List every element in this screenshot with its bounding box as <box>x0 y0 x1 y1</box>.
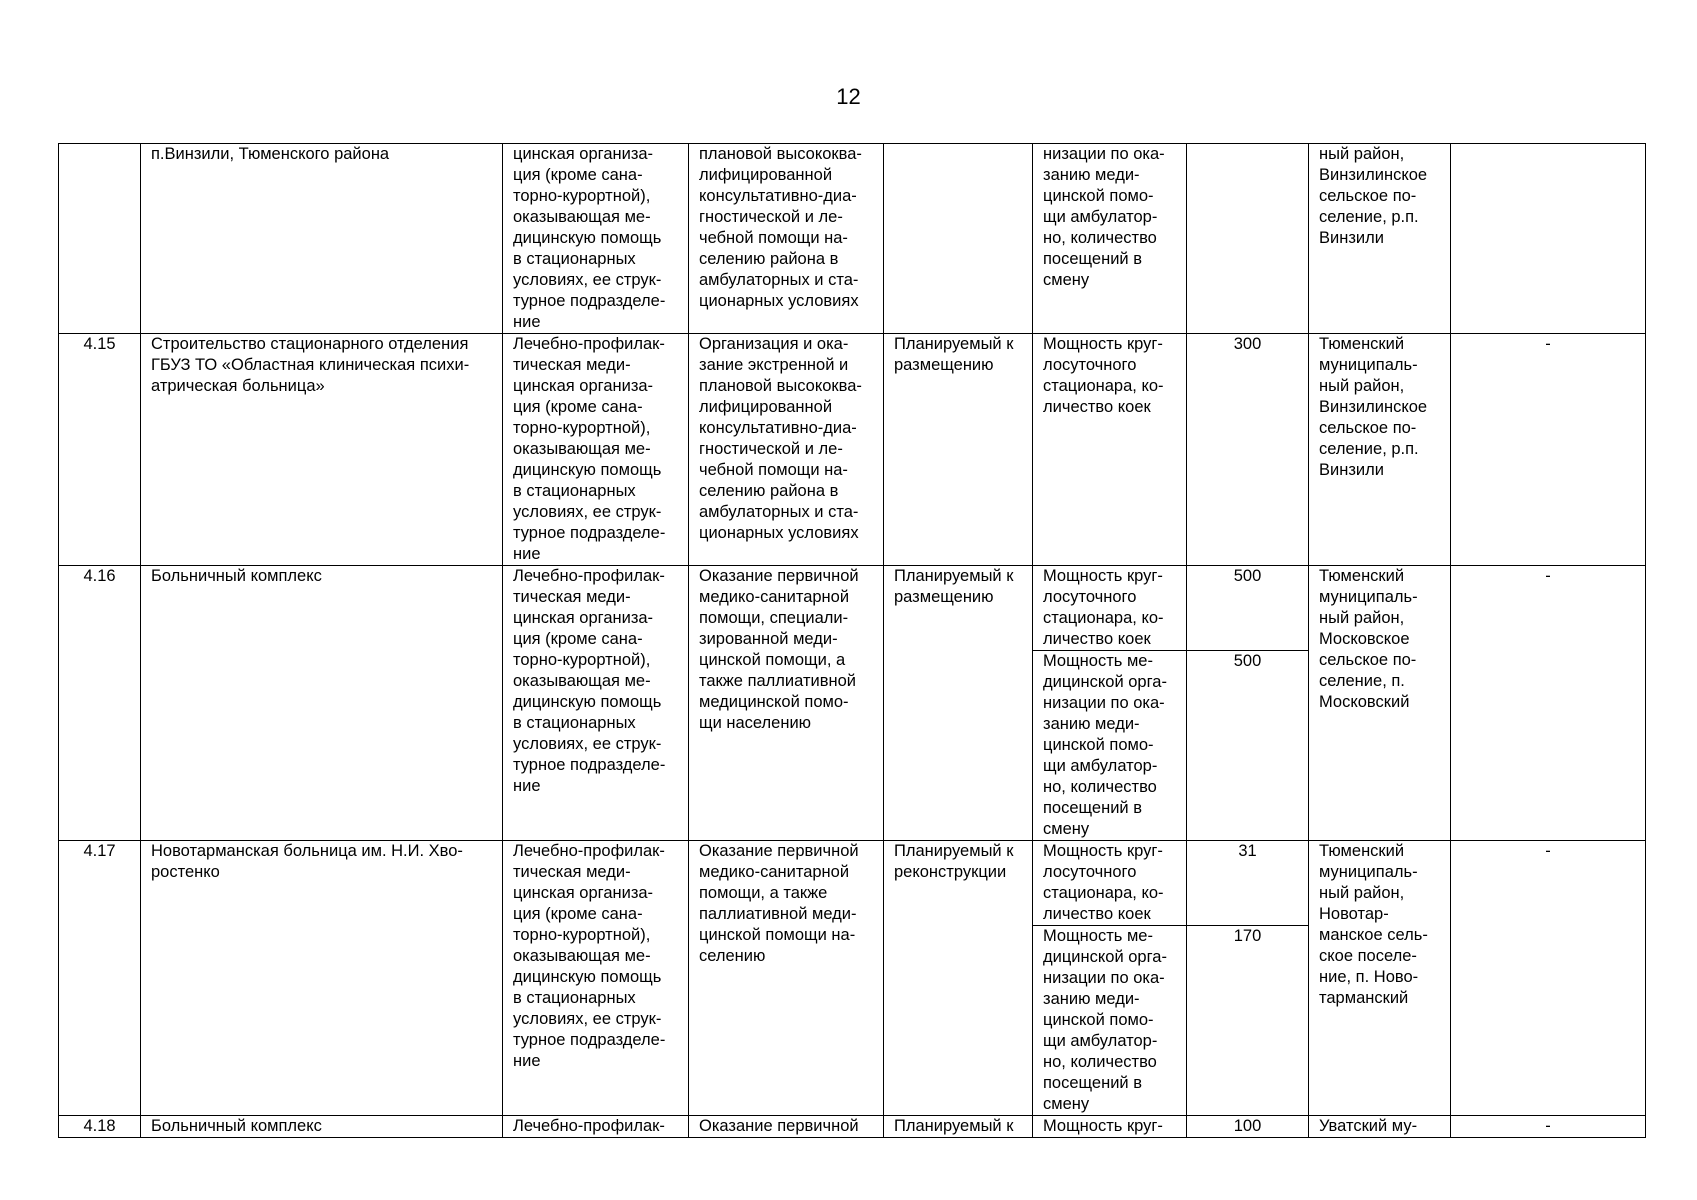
location-cell: Тюменский муниципаль- ный район, Новотар- манское сель- ское поселе- ние, п. Ново- тарманский <box>1309 841 1451 1116</box>
row-number-cell: 4.18 <box>59 1116 141 1138</box>
object-name-cell: Больничный комплекс <box>141 1116 503 1138</box>
object-name-cell: Строительство стационарного отделения ГБУЗ ТО «Областная клиническая психи- атрическая больница» <box>141 334 503 566</box>
row-number-cell: 4.15 <box>59 334 141 566</box>
location-cell: Уватский му- <box>1309 1116 1451 1138</box>
row-number-cell: 4.17 <box>59 841 141 1116</box>
metric-label-cell: Мощность круг- лосуточного стационара, ко- личество коек <box>1033 566 1187 651</box>
zone-cell: - <box>1451 566 1646 841</box>
table-row <box>59 566 1646 651</box>
object-status-cell: Планируемый к размещению <box>884 334 1033 566</box>
location-cell: ный район, Винзилинское сельское по- селение, р.п. Винзили <box>1309 144 1451 334</box>
metric-value-cell: 500 <box>1187 651 1309 841</box>
metric-label-cell: низации по ока- занию меди- цинской помо- щи амбулатор- но, количество посещений в смену <box>1033 144 1187 334</box>
object-purpose-cell: плановой высококва- лифицированной консультативно-диа- гностической и ле- чебной помощи на- селению района в амбулаторных и ста- ционарных условиях <box>689 144 884 334</box>
metric-value-cell: 300 <box>1187 334 1309 566</box>
metric-value-cell: 31 <box>1187 841 1309 926</box>
zone-cell <box>1451 144 1646 334</box>
zone-cell: - <box>1451 841 1646 1116</box>
object-name-cell: п.Винзили, Тюменского района <box>141 144 503 334</box>
metric-value-cell: 170 <box>1187 926 1309 1116</box>
table-row <box>59 334 1646 566</box>
table-row <box>59 841 1646 926</box>
object-purpose-cell: Оказание первичной медико-санитарной помощи, а также паллиативной меди- цинской помощи на- селению <box>689 841 884 1116</box>
metric-label-cell: Мощность круг- лосуточного стационара, ко- личество коек <box>1033 841 1187 926</box>
object-status-cell: Планируемый к реконструкции <box>884 841 1033 1116</box>
object-purpose-cell: Организация и ока- зание экстренной и плановой высококва- лифицированной консультативно-диа- гностической и ле- чебной помощи на- селению района в амбулаторных и ста- ционарных условиях <box>689 334 884 566</box>
page-number: 12 <box>836 84 861 109</box>
object-status-cell: Планируемый к размещению <box>884 566 1033 841</box>
object-type-cell: цинская организа- ция (кроме сана- торно-курортной), оказывающая ме- дицинскую помощь в стационарных условиях, ее струк- турное подразделе- ние <box>503 144 689 334</box>
metric-value-cell: 500 <box>1187 566 1309 651</box>
object-status-cell: Планируемый к <box>884 1116 1033 1138</box>
object-type-cell: Лечебно-профилак- тическая меди- цинская организа- ция (кроме сана- торно-курортной), оказывающая ме- дицинскую помощь в стационарных условиях, ее струк- турное подразделе- ние <box>503 841 689 1116</box>
object-type-cell: Лечебно-профилак- <box>503 1116 689 1138</box>
zone-cell: - <box>1451 334 1646 566</box>
object-purpose-cell: Оказание первичной медико-санитарной помощи, специали- зированной меди- цинской помощи, а также паллиативной медицинской помо- щи населению <box>689 566 884 841</box>
metric-value-cell: 100 <box>1187 1116 1309 1138</box>
metric-label-cell: Мощность ме- дицинской орга- низации по ока- занию меди- цинской помо- щи амбулатор- но, количество посещений в смену <box>1033 926 1187 1116</box>
metric-label-cell: Мощность круг- <box>1033 1116 1187 1138</box>
object-name-cell: Больничный комплекс <box>141 566 503 841</box>
object-purpose-cell: Оказание первичной <box>689 1116 884 1138</box>
table-row <box>59 1116 1646 1138</box>
metric-label-cell: Мощность ме- дицинской орга- низации по ока- занию меди- цинской помо- щи амбулатор- но, количество посещений в смену <box>1033 651 1187 841</box>
object-name-cell: Новотарманская больница им. Н.И. Хво- ростенко <box>141 841 503 1116</box>
table-row <box>59 144 1646 334</box>
planned-objects-table <box>58 143 1646 1138</box>
zone-cell: - <box>1451 1116 1646 1138</box>
row-number-cell: 4.16 <box>59 566 141 841</box>
location-cell: Тюменский муниципаль- ный район, Винзилинское сельское по- селение, р.п. Винзили <box>1309 334 1451 566</box>
row-number-cell <box>59 144 141 334</box>
metric-label-cell: Мощность круг- лосуточного стационара, ко- личество коек <box>1033 334 1187 566</box>
location-cell: Тюменский муниципаль- ный район, Московское сельское по- селение, п. Московский <box>1309 566 1451 841</box>
object-status-cell <box>884 144 1033 334</box>
metric-value-cell <box>1187 144 1309 334</box>
object-type-cell: Лечебно-профилак- тическая меди- цинская организа- ция (кроме сана- торно-курортной), оказывающая ме- дицинскую помощь в стационарных условиях, ее струк- турное подразделе- ние <box>503 566 689 841</box>
object-type-cell: Лечебно-профилак- тическая меди- цинская организа- ция (кроме сана- торно-курортной), оказывающая ме- дицинскую помощь в стационарных условиях, ее струк- турное подразделе- ние <box>503 334 689 566</box>
